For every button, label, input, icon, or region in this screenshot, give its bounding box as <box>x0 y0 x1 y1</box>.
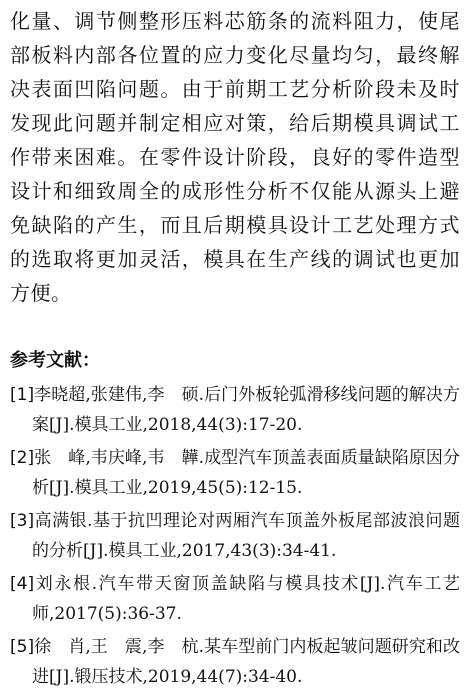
reference-list <box>10 380 460 692</box>
reference-number: [5] <box>10 637 35 657</box>
reference-text: 张 峰,韦庆峰,韦 韡.成型汽车顶盖表面质量缺陷原因分析[J].模具工业,2019,45(5):12-15. <box>32 448 460 498</box>
body-paragraph: 化量、调节侧整形压料芯筋条的流料阻力，使尾部板料内部各位置的应力变化尽量均匀，最终解决表面凹陷问题。由于前期工艺分析阶段未及时发现此问题并制定相应对策，给后期模具调试工作带来困难。在零件设计阶段，良好的零件造型设计和细致周全的成形性分析不仅能从源头上避免缺陷的产生，而且后期模具设计工艺处理方式的选取将更加灵活，模具在生产线的调试也更加方便。 <box>10 9 460 305</box>
reference-item-1 <box>10 380 460 440</box>
reference-item-4 <box>10 569 460 629</box>
reference-number: [2] <box>10 448 35 468</box>
reference-text: 徐 肖,王 震,李 杭.某车型前门内板起皱问题研究和改进[J].锻压技术,2019,44(7):34-40. <box>32 637 460 687</box>
reference-item-3 <box>10 506 460 566</box>
references-heading: 参考文献： <box>10 350 100 371</box>
reference-text: 刘永根.汽车带天窗顶盖缺陷与模具技术[J].汽车工艺师,2017(5):36-37. <box>32 574 460 624</box>
reference-item-2 <box>10 443 460 503</box>
reference-number: [4] <box>10 574 35 594</box>
reference-item-5 <box>10 632 460 692</box>
reference-text: 李晓超,张建伟,李 硕.后门外板轮弧滑移线问题的解决方案[J].模具工业,2018,44(3):17-20. <box>32 385 460 435</box>
reference-number: [3] <box>10 511 35 531</box>
reference-number: [1] <box>10 385 35 405</box>
reference-text: 高满银.基于抗凹理论对两厢汽车顶盖外板尾部波浪问题的分析[J].模具工业,2017,43(3):34-41. <box>32 511 460 561</box>
